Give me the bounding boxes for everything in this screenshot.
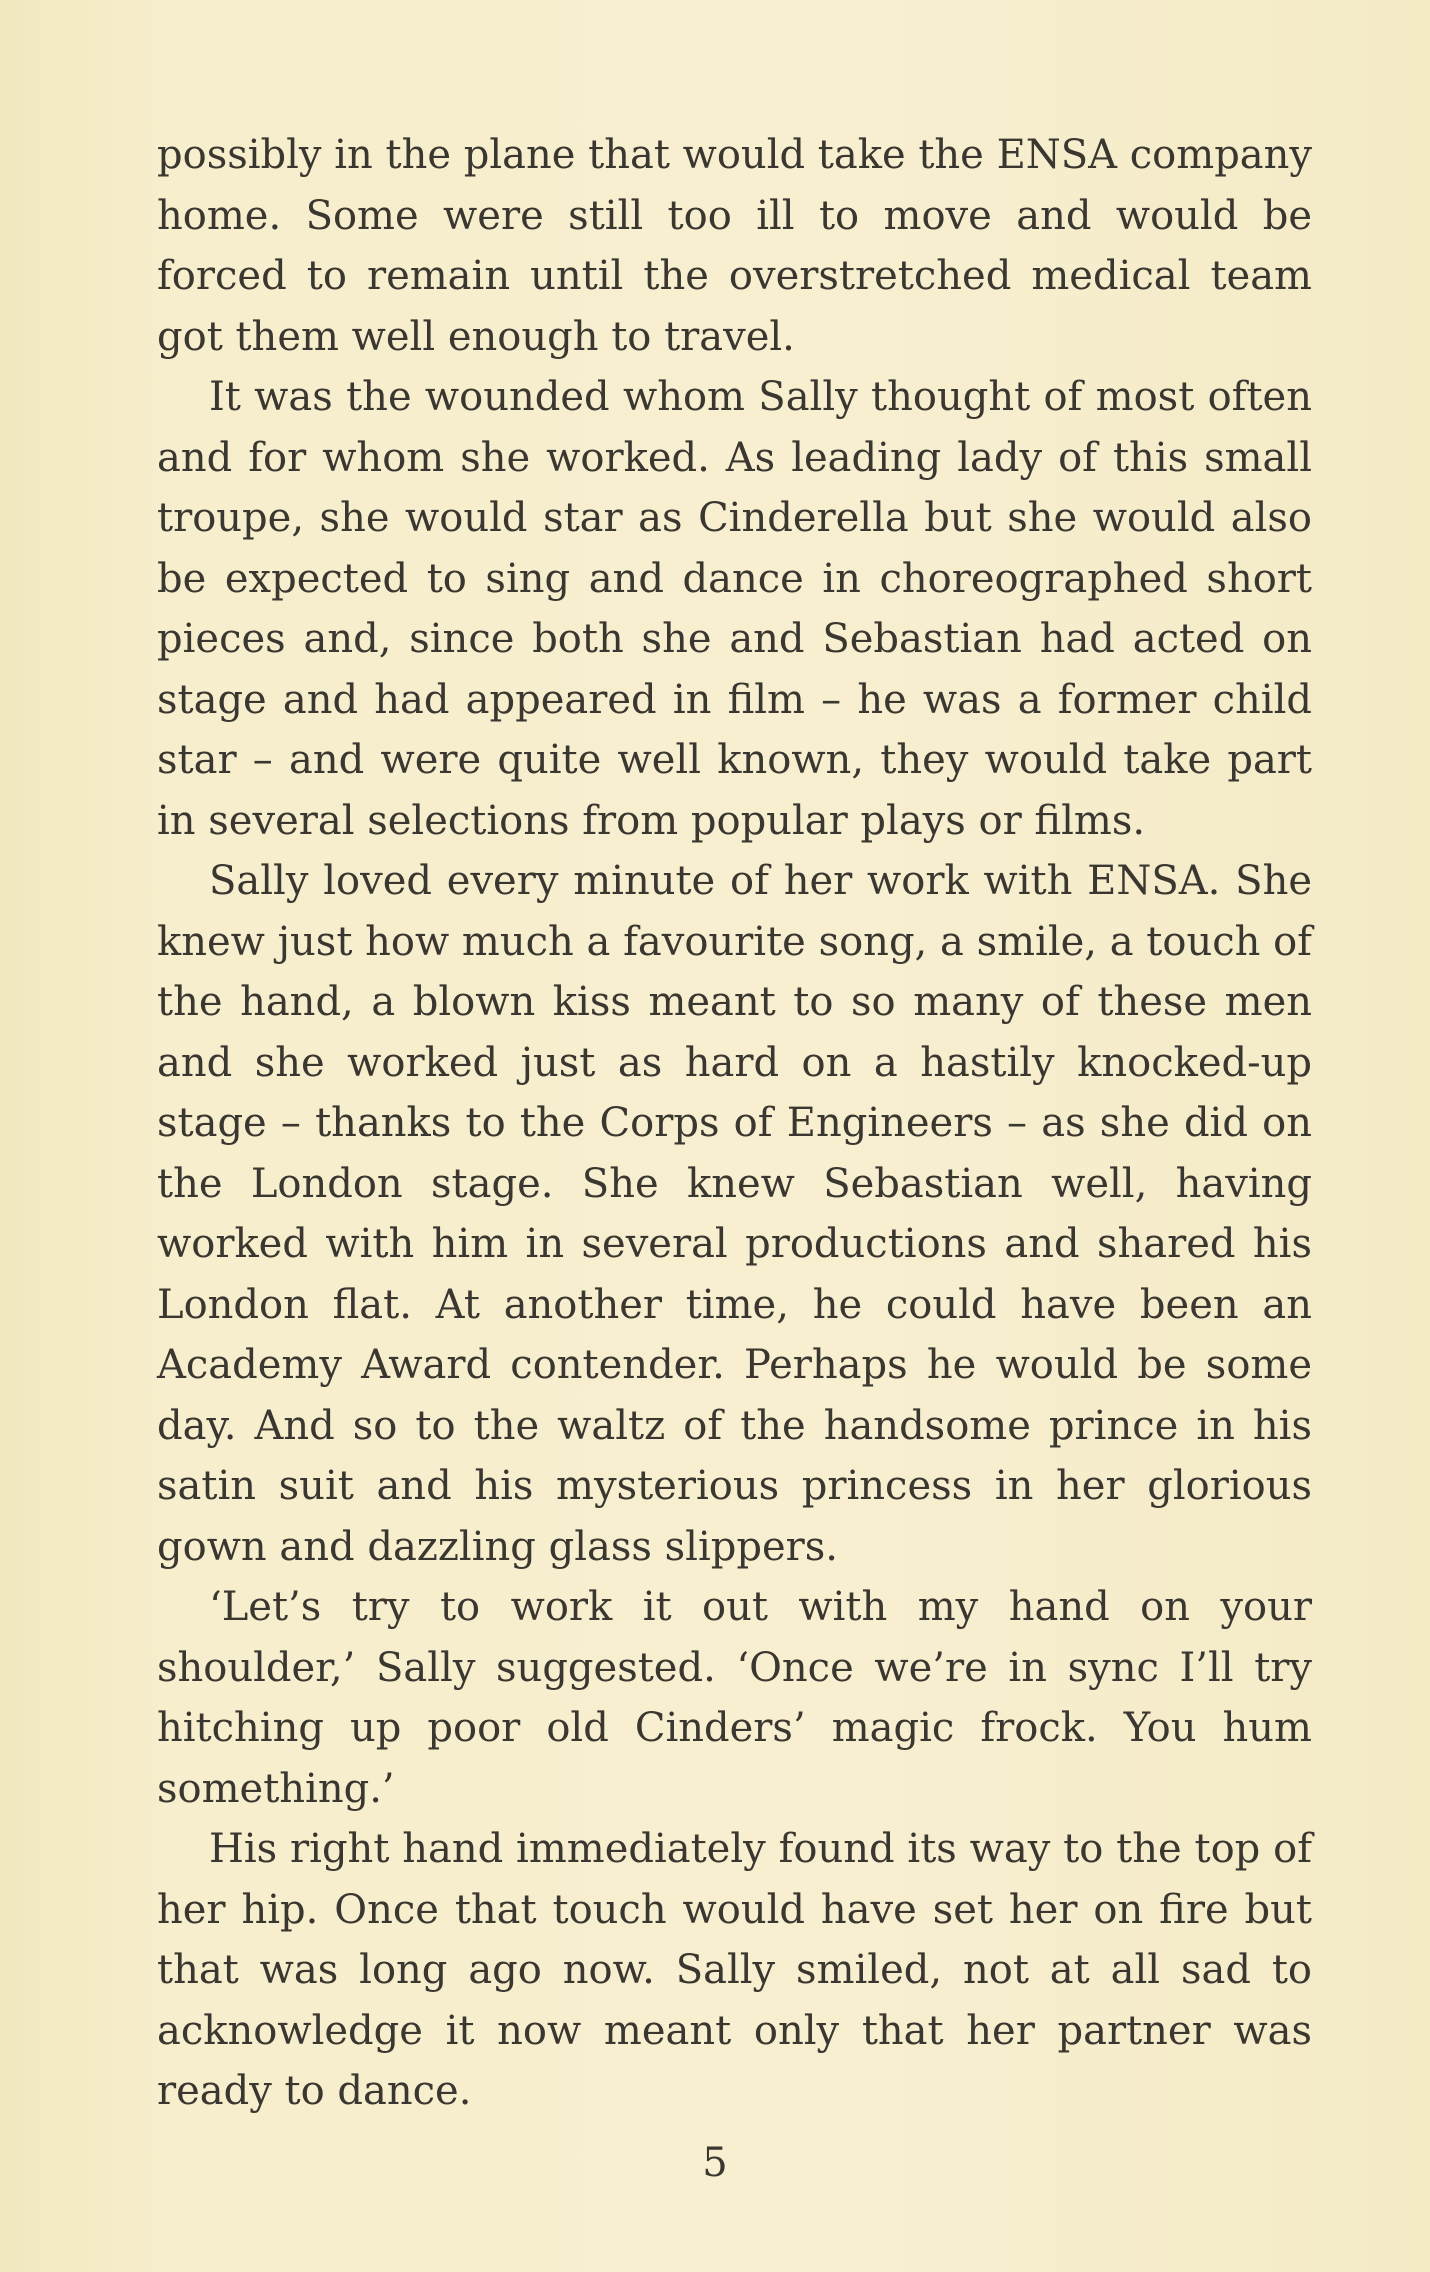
body-text (157, 125, 1312, 2122)
paragraph-continuation: possibly in the plane that would take the ENSA company home. Some were still too ill to move and would be forced to remain until the overstretched medical team got them well enough to travel. (157, 132, 1312, 360)
paragraph-dialogue: ‘Let’s try to work it out with my hand on your shoulder,’ Sally suggested. ‘Once we’re in sync I’ll try hitching up poor old Cinders’ magic frock. You hum something.’ (157, 1584, 1312, 1812)
paragraph-dance: His right hand immediately found its way to the top of her hip. Once that touch would have set her on fire but that was long ago now. Sally smiled, not at all sad to acknowledge it now meant only that her partner was ready to dance. (157, 1826, 1312, 2114)
paragraph-wounded: It was the wounded whom Sally thought of most often and for whom she worked. As leading lady of this small troupe, she would star as Cinderella but she would also be expected to sing and dance in choreographed short pieces and, since both she and Sebastian had acted on stage and had appeared in film – he was a former child star – and were quite well known, they would take part in several selections from popular plays or films. (157, 374, 1312, 844)
paragraph-ensa-work: Sally loved every minute of her work with ENSA. She knew just how much a favourite song, a smile, a touch of the hand, a blown kiss meant to so many of these men and she worked just as hard on a hastily knocked-up stage – thanks to the Corps of Engineers – as she did on the London stage. She knew Sebastian well, having worked with him in several productions and shared his London flat. At another time, he could have been an Academy Award contender. Perhaps he would be some day. And so to the waltz of the handsome prince in his satin suit and his mysterious princess in her glorious gown and dazzling glass slippers. (157, 858, 1312, 1570)
page-number: 5 (702, 2140, 728, 2186)
